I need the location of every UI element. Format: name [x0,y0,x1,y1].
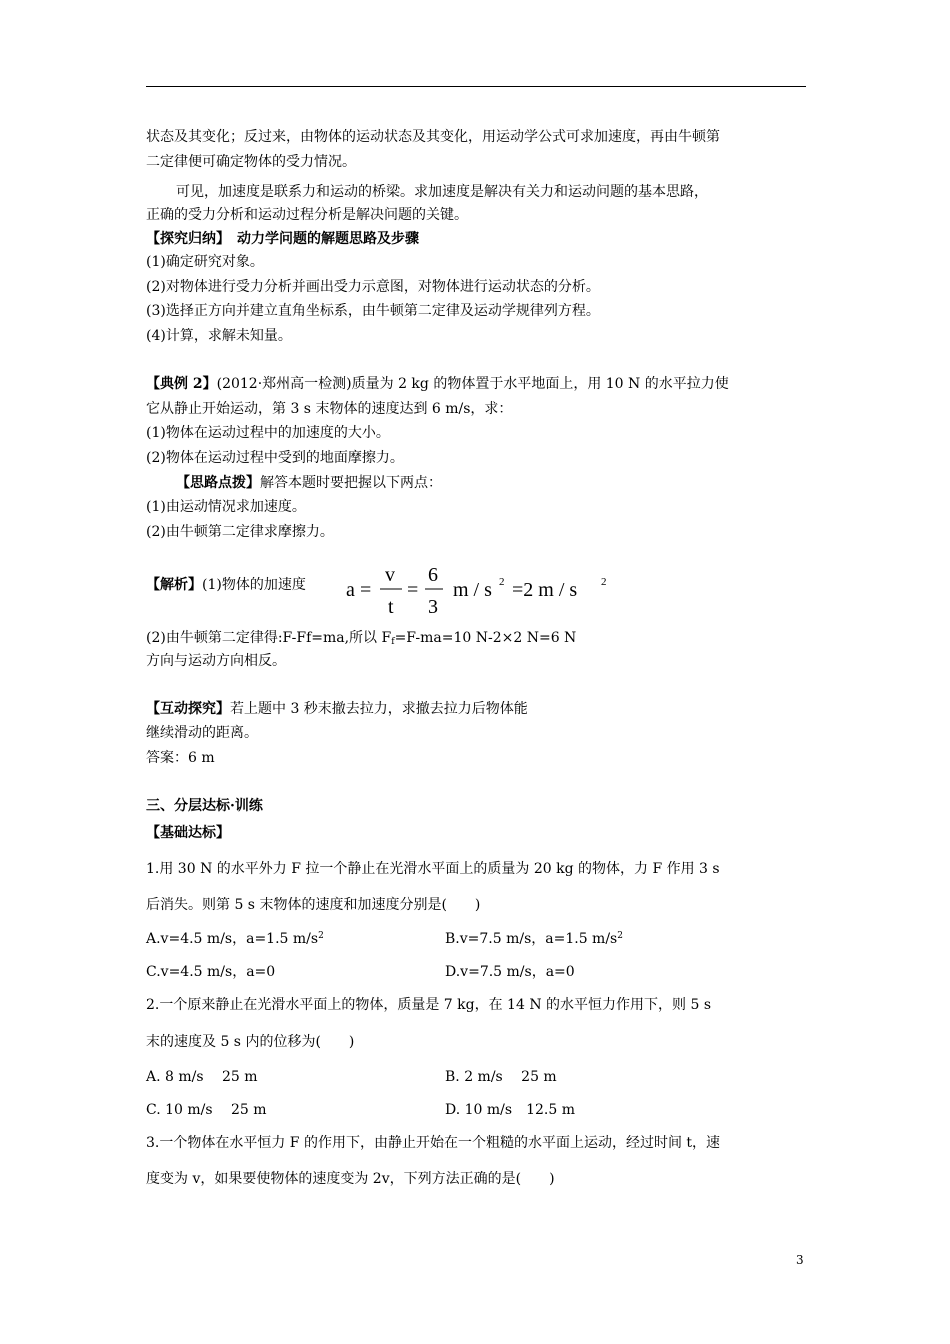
solution-line: (2)由牛顿第二定律得:F-Ff=ma,所以 $F_f=F-ma=10$ N-2×2 N=6 N [146,630,577,647]
paragraph-line: 正确的受力分析和运动过程分析是解决问题的关键。 [146,207,468,223]
question-2: 2.一个原来静止在光滑水平面上的物体，质量是 7 kg，在 14 N 的水平恒力作用下，则 5 s [146,997,712,1013]
paragraph-line: 可见，加速度是联系力和运动的桥梁。求加速度是解决有关力和运动问题的基本思路， [176,184,708,200]
option-b: B. 2 m/s 25 m [445,1069,557,1085]
hint-line: 【思路点拨】解答本题时要把握以下两点： [176,475,442,491]
formula-equals: = [360,579,372,601]
paragraph-line: 状态及其变化；反过来，由物体的运动状态及其变化，用运动学公式可求加速度，再由牛顿第 [146,129,720,145]
question-1: 后消失。则第 5 s 末物体的速度和加速度分别是( ) [146,897,481,913]
paragraph-line: 二定律便可确定物体的受力情况。 [146,154,356,170]
question-2: 末的速度及 5 s 内的位移为( ) [146,1034,355,1050]
option-a: A. 8 m/s 25 m [146,1069,258,1085]
subsection-heading: 【基础达标】 [146,825,230,841]
formula-unit: m / s [453,579,492,601]
example-line: 它从静止开始运动，第 3 s 末物体的速度达到 6 m/s，求： [146,401,513,417]
option-a: A.v=4.5 m/s，a=1.5 $m/s^2$ [146,931,324,947]
hint-line: (1)由运动情况求加速度。 [146,499,306,515]
formula-equals: = [407,579,419,601]
step-item: (3)选择正方向并建立直角坐标系，由牛顿第二定律及运动学规律列方程。 [146,303,600,319]
option-d: D. 10 m/s 12.5 m [445,1102,575,1118]
section-heading: 【探究归纳】 动力学问题的解题思路及步骤 [146,231,419,247]
section-heading: 三、分层达标·训练 [146,798,263,814]
question-1: 1.用 30 N 的水平外力 F 拉一个静止在光滑水平面上的质量为 20 kg 的物体，力 F 作用 3 s [146,861,720,877]
formula-exponent: 2 [601,576,607,588]
solution-line: 方向与运动方向相反。 [146,653,286,669]
solution-label: 【解析】 [146,577,202,593]
option-d: D.v=7.5 m/s，a=0 [445,964,575,980]
option-c: C. 10 m/s 25 m [146,1102,267,1118]
example-line: (1)物体在运动过程中的加速度的大小。 [146,425,390,441]
hint-label: 【思路点拨】 [176,475,260,491]
page-number: 3 [796,1253,804,1267]
formula-t: t [388,596,394,614]
formula-result: =2 m / s [512,579,578,601]
formula-denominator: 3 [428,596,438,614]
acceleration-formula [346,566,626,614]
hint-line: (2)由牛顿第二定律求摩擦力。 [146,524,334,540]
explore-label: 【互动探究】 [146,701,230,717]
step-item: (4)计算，求解未知量。 [146,328,292,344]
formula-numerator: 6 [428,566,438,586]
option-c: C.v=4.5 m/s，a=0 [146,964,276,980]
formula-a: a [346,579,355,601]
question-3: 3.一个物体在水平恒力 F 的作用下，由静止开始在一个粗糙的水平面上运动，经过时间 t，速 [146,1135,721,1151]
answer-line: 答案：6 m [146,750,215,766]
solution-line: 【解析】(1)物体的加速度 [146,577,306,593]
example-line: (2)物体在运动过程中受到的地面摩擦力。 [146,450,404,466]
example-label: 【典例 2】 [146,376,217,392]
question-3: 度变为 v，如果要使物体的速度变为 2v，下列方法正确的是( ) [146,1171,555,1187]
explore-line: 【互动探究】若上题中 3 秒末撤去拉力，求撤去拉力后物体能 [146,701,528,717]
example-line: 【典例 2】(2012·郑州高一检测)质量为 2 kg 的物体置于水平地面上，用 10 N 的水平拉力使 [146,376,729,392]
formula-exponent: 2 [499,576,505,588]
formula-v: v [385,566,395,586]
header-rule [146,86,806,87]
step-item: (2)对物体进行受力分析并画出受力示意图，对物体进行运动状态的分析。 [146,279,600,295]
explore-line: 继续滑动的距离。 [146,725,258,741]
step-item: (1)确定研究对象。 [146,254,264,270]
option-b: B.v=7.5 m/s，a=1.5 $m/s^2$ [445,931,623,947]
